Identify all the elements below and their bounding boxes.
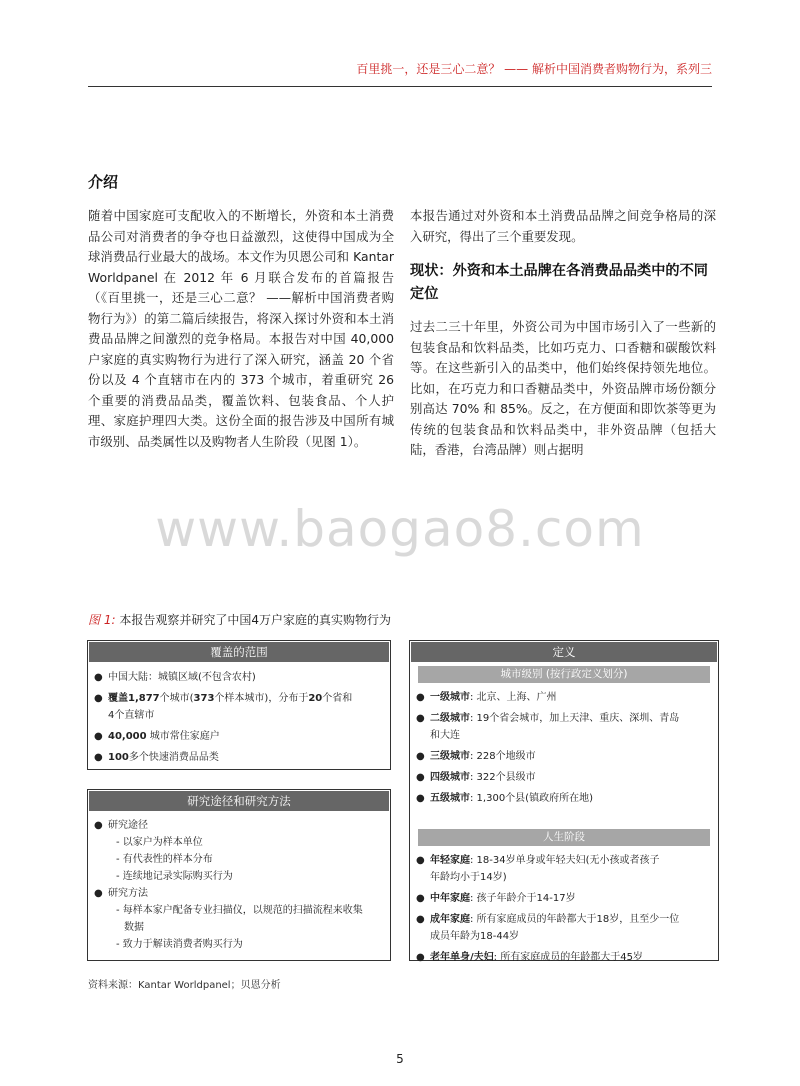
method-subitem: - 每样本家户配备专业扫描仪，以规范的扫描流程来收集: [116, 905, 363, 916]
city-tier-header: 城市级别 (按行政定义划分): [418, 666, 710, 683]
method-subitem-continuation: 数据: [124, 922, 144, 933]
running-header-title: 百里挑一，还是三心二意？ —— 解析中国消费者购物行为，系列三: [356, 62, 712, 76]
life-stage-item-continuation: 年龄均小于14岁): [430, 872, 507, 883]
method-item: ● 研究途径: [88, 817, 390, 834]
bullet-icon: ●: [416, 914, 425, 925]
coverage-item: ● 40,000 城市常住家庭户: [88, 728, 390, 745]
left-column: [88, 206, 394, 452]
header-divider: [88, 86, 712, 87]
source-note: 资料来源：Kantar Worldpanel；贝恩分析: [88, 980, 281, 991]
city-tier-item: ● 三级城市: 228个地级市: [410, 748, 718, 765]
figure-caption-text: 本报告观察并研究了中国4万户家庭的真实购物行为: [119, 613, 391, 627]
section-title: 介绍: [88, 173, 119, 191]
figure-label: 图 1:: [88, 613, 116, 627]
bullet-icon: ●: [416, 793, 425, 804]
life-stage-item: ● 年轻家庭: 18-34岁单身或年轻夫妇(无小孩或者孩子: [410, 852, 718, 869]
watermark: www.baogao8.com: [155, 500, 645, 558]
method-item: ● 研究方法: [88, 885, 390, 902]
method-box-title: 研究途径和研究方法: [89, 791, 389, 811]
coverage-item: ● 覆盖1,877个城市(373个样本城市)，分布于20个省和: [88, 690, 390, 707]
coverage-box-title: 覆盖的范围: [89, 642, 389, 662]
method-box: [87, 789, 391, 961]
findings-intro: 本报告通过对外资和本土消费品品牌之间竞争格局的深入研究，得出了三个重要发现。: [410, 208, 716, 244]
bullet-icon: ●: [416, 692, 425, 703]
life-stage-item: ● 中年家庭: 孩子年龄介于14-17岁: [410, 890, 718, 907]
coverage-item: ● 100多个快速消费品品类: [88, 749, 390, 766]
method-subitem: - 连续地记录实际购买行为: [116, 871, 233, 882]
life-stage-item: ● 成年家庭: 所有家庭成员的年龄都大于18岁，且至少一位: [410, 911, 718, 928]
bullet-icon: ●: [94, 888, 103, 899]
coverage-item: ● 中国大陆：城镇区域(不包含农村): [88, 669, 390, 686]
coverage-box: [87, 640, 391, 770]
bullet-icon: ●: [416, 952, 425, 963]
method-subitem: - 有代表性的样本分布: [116, 854, 213, 865]
right-column: [410, 206, 716, 461]
method-subitem: - 致力于解读消费者购买行为: [116, 939, 243, 950]
bullet-icon: ●: [94, 820, 103, 831]
page-number: 5: [396, 1052, 404, 1066]
life-stage-item-continuation: 成员年龄为18-44岁: [430, 931, 520, 942]
city-tier-item: ● 四级城市: 322个县级市: [410, 769, 718, 786]
finding-paragraph: 过去二三十年里，外资公司为中国市场引入了一些新的包装食品和饮料品类，比如巧克力、口香糖和碳酸饮料等。在这些新引入的品类中，他们始终保持领先地位。比如，在巧克力和口香糖品类中，外资品牌市场份额分别高达 70% 和 85%。反之，在方便面和即饮茶等更为传统的包装食品和饮料品类中，非外资品牌（包括大陆，香港，台湾品牌）则占据明: [410, 319, 716, 457]
city-tier-item-continuation: 和大连: [430, 730, 460, 741]
bullet-icon: ●: [94, 731, 103, 742]
bullet-icon: ●: [416, 855, 425, 866]
definition-box-title: 定义: [411, 642, 717, 662]
definition-box: [409, 640, 719, 961]
bullet-icon: ●: [94, 693, 103, 704]
bullet-icon: ●: [94, 752, 103, 763]
bullet-icon: ●: [94, 672, 103, 683]
bullet-icon: ●: [416, 713, 425, 724]
method-subitem: - 以家户为样本单位: [116, 837, 203, 848]
coverage-item-continuation: 4个直辖市: [108, 710, 155, 721]
life-stage-item: ● 老年单身/夫妇: 所有家庭成员的年龄都大于45岁: [410, 949, 718, 966]
bullet-icon: ●: [416, 751, 425, 762]
finding-subheading: 现状：外资和本土品牌在各消费品品类中的不同定位: [410, 263, 708, 302]
bullet-icon: ●: [416, 772, 425, 783]
city-tier-item: ● 二级城市: 19个省会城市，加上天津、重庆、深圳、青岛: [410, 710, 718, 727]
bullet-icon: ●: [416, 893, 425, 904]
city-tier-item: ● 五级城市: 1,300个县(镇政府所在地): [410, 790, 718, 807]
city-tier-item: ● 一级城市: 北京、上海、广州: [410, 689, 718, 706]
life-stage-header: 人生阶段: [418, 829, 710, 846]
figure-caption: [88, 611, 391, 628]
intro-paragraph: 随着中国家庭可支配收入的不断增长，外资和本土消费品公司对消费者的争夺也日益激烈，这使得中国成为全球消费品行业最大的战场。本文作为贝恩公司和 Kantar Worldpanel 在 2012 年 6 月联合发布的首篇报告（《百里挑一，还是三心二意？ ——解析中国消费者购物行为》）的第二篇后续报告，将深入探讨外资和本土消费品品牌之间激烈的竞争格局。本报告对中国 40,000 户家庭的真实购物行为进行了深入研究，涵盖 20 个省份以及 4 个直辖市在内的 373 个城市，着重研究 26 个重要的消费品品类，覆盖饮料、包装食品、个人护理、家庭护理四大类。这份全面的报告涉及中国所有城市级别、品类属性以及购物者人生阶段（见图 1）。: [88, 208, 394, 449]
